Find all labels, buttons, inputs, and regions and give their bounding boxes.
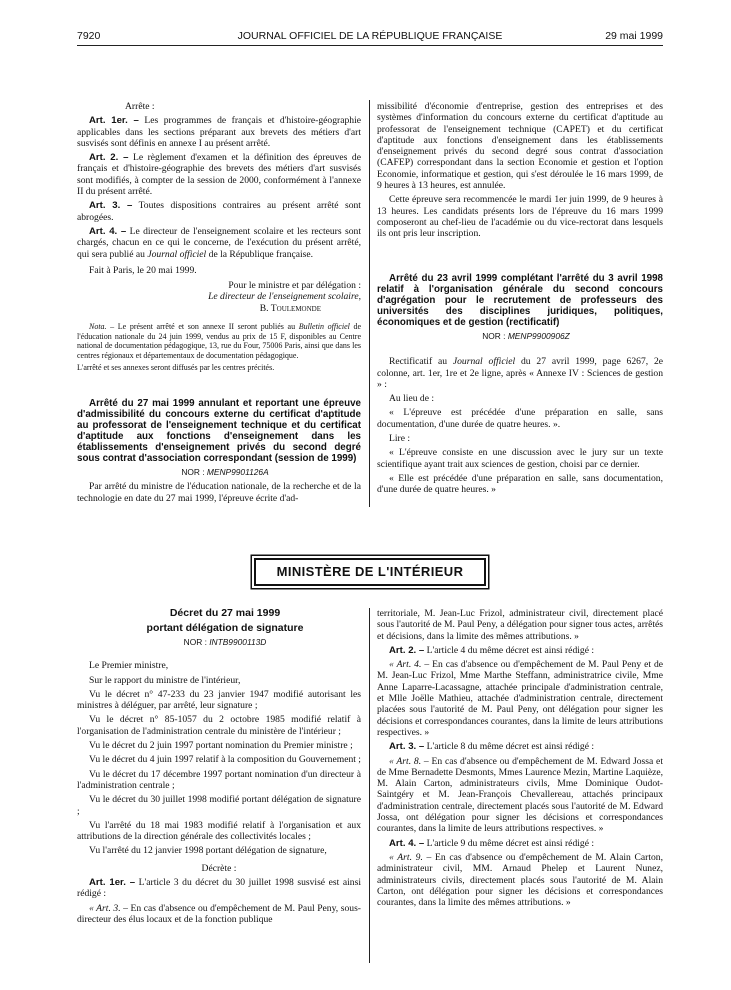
visa-line: Vu le décret du 4 juin 1997 relatif à la composition du Gouvernement ; (89, 754, 361, 766)
right-column-top (377, 101, 663, 243)
visa-line: Vu le décret n° 85-1057 du 2 octobre 1985 modifié relatif à l'organisation de l'administration centrale du ministère de l'intérieur ; (77, 714, 361, 737)
nota-diffusion: L'arrêté et ses annexes seront diffusés par les centres précités. (77, 363, 275, 373)
visa-line: Vu le décret du 30 juillet 1998 modifié portant délégation de signature ; (77, 794, 361, 817)
decret-article-2: Art. 2. – L'article 4 du même décret est ainsi rédigé : (389, 644, 595, 656)
lire-label: Lire : (389, 433, 411, 445)
nota: Nota. – Le présent arrêté et son annexe II seront publiés au Bulletin officiel de l'éducation nationale du 24 juin 1999, vendus au prix de 15 F, disponibles au Centre national de documentation pédagogique, 13, rue du Four, 75006 Paris, ainsi que dans les centres régionaux et départementaux de documentation pédagogique. (77, 322, 362, 360)
visa-line: Vu le décret du 17 décembre 1997 portant nomination d'un directeur à l'administration centrale ; (77, 768, 361, 791)
decret-article-4-quote: « Art. 9. – En cas d'absence ou d'empêchement de M. Alain Carton, administrateur civil, MM. Arnaud Phelep et Laurent Nunez, administrateurs civils, directement placés sous l'autorité de M. Alain Carton, ont délégation pour signer les décisions et correspondances courantes, dans la limite des mêmes attributions. » (377, 851, 663, 909)
continuation-paragraph: missibilité d'économie d'entreprise, gestion des entreprises et des systèmes d'information du concours externe du certificat d'aptitude au professorat de l'enseignement technique (CAPET) et du certificat d'aptitude aux fonctions d'enseignement dans les établissements d'enseignement privés du second degré sous contrat d'association (CAFEP) correspondant dans la section Economie et gestion et l'option Economie, informatique et gestion, qui s'est déroulée le 16 mars 1999, de 9 heures à 13 heures, est annulée. (377, 101, 663, 192)
decret-right-column (377, 608, 663, 911)
decret-article-3: Art. 3. – L'article 8 du même décret est ainsi rédigé : (389, 741, 595, 753)
au-lieu-de: Au lieu de : (389, 393, 435, 405)
decret-subtitle: portant délégation de signature (146, 622, 304, 634)
signature-line: Pour le ministre et par délégation : (228, 280, 361, 292)
arrete-27-mai-body: Par arrêté du ministre de l'éducation nationale, de la recherche et de la technologie en date du 27 mai 1999, l'épreuve écrite d'ad- (77, 481, 361, 504)
visa-line: Le Premier ministre, (89, 660, 169, 672)
fait-a-paris: Fait à Paris, le 20 mai 1999. (89, 264, 197, 276)
article-3: Art. 3. – Toutes dispositions contraires au présent arrêté sont abrogées. (77, 200, 361, 223)
visa-line: Vu le décret du 2 juin 1997 portant nomination du Premier ministre ; (89, 740, 353, 752)
signature-title: Le directeur de l'enseignement scolaire, (208, 291, 361, 303)
decret-article-2-quote: « Art. 4. – En cas d'absence ou d'empêchement de M. Paul Peny et de M. Jean-Luc Frizol, Mme Marthe Steffann, administratrice civile, Mme Anne Laparre-Lacassagne, attachée principale d'administration centrale, et Mlle Joëlle Mathieu, attachée d'administration centrale, directement placées sous l'autorité de M. Paul Peny, ont délégation pour signer les décisions et correspondances courantes, dans la limite de leurs attributions respectives. » (377, 659, 664, 738)
page-header (77, 30, 663, 44)
arrete-27-mai-title: Arrêté du 27 mai 1999 annulant et reportant une épreuve d'admissibilité du concours externe du certificat d'aptitude au professorat de l'enseignement technique et du certificat d'aptitude aux fonctions d'enseignement dans les établissements d'enseignement privés du second degré sous contrat d'association correspondant (session de 1999) (77, 398, 361, 464)
column-divider (369, 100, 370, 507)
decret-article-1-continuation: territoriale, M. Jean-Luc Frizol, administrateur civil, directement placé sous l'autorité de M. Paul Peny, a délégation pour signer tous actes, arrêtés et décisions, dans la limite des mêmes attributions. » (377, 608, 663, 642)
journal-title: JOURNAL OFFICIEL DE LA RÉPUBLIQUE FRANÇAISE (237, 30, 503, 42)
nor-reference: NOR : INTB9900113D (183, 637, 267, 647)
page-number: 7920 (77, 30, 101, 42)
visa-line: Sur le rapport du ministre de l'intérieur, (89, 674, 241, 686)
signature-name: B. Toulemonde (259, 302, 321, 314)
nor-reference: NOR : MENP9900906Z (482, 331, 570, 341)
decret-title: Décret du 27 mai 1999 (169, 607, 281, 619)
left-column-top (77, 101, 361, 376)
decret-article-1: Art. 1er. – L'article 3 du décret du 30 juillet 1998 susvisé est ainsi rédigé : (77, 877, 361, 900)
article-1: Art. 1er. – Les programmes de français et d'histoire-géographie applicables dans les sections préparant aux brevets des métiers d'art susvisés sont définis en annexe I au présent arrêté. (77, 115, 361, 149)
visa-line: Vu l'arrêté du 18 mai 1983 modifié relatif à l'organisation et aux attributions de la direction générale des collectivités locales ; (77, 819, 361, 843)
rectificatif: Rectificatif au Journal officiel du 27 avril 1999, page 6267, 2e colonne, art. 1er, 1re et 2e ligne, après « Annexe IV : Sciences de gestion » : (377, 356, 664, 390)
nouvelle-epreuve: Cette épreuve sera recommencée le mardi 1er juin 1999, de 9 heures à 13 heures. Les candidats présents lors de l'épreuve du 16 mars 1999 composeront au chef-lieu de l'académie ou du vice-rectorat dans lesquels ils ont pris leur inscription. (377, 194, 663, 240)
quote-lire-2: « Elle est précédée d'une préparation en salle, sans documentation, d'une durée de quatre heures. » (377, 472, 663, 496)
article-2: Art. 2. – Le règlement d'examen et la définition des épreuves de français et d'histoire-géographie des brevets des métiers d'art susvisés sont modifiés, à compter de la session de 2000, conformément à l'annexe II du présent arrêté. (77, 152, 361, 198)
header-rule (77, 45, 663, 46)
column-divider (369, 608, 370, 963)
nor-reference: NOR : MENP9901126A (181, 467, 269, 477)
arrete-label: Arrête : (125, 101, 155, 112)
article-4: Art. 4. – Le directeur de l'enseignement scolaire et les recteurs sont chargés, chacun en ce qui le concerne, de l'exécution du présent arrêté, qui sera publié au Journal officiel de la République française. (77, 225, 361, 260)
arrete-23-avril-title: Arrêté du 23 avril 1999 complétant l'arrêté du 3 avril 1998 relatif à l'organisation générale du second concours d'agrégation pour le recrutement de professeurs des universités des disciplines juridiques, politiques, économiques et de gestion (rectificatif) (377, 273, 663, 328)
quote-lire-1: « L'épreuve consiste en une discussion avec le jury sur un texte scientifique ayant trait aux sciences de gestion, choisi par ce dernier. (377, 447, 663, 470)
decrete-label: Décrète : (201, 862, 237, 874)
decret-article-3-quote: « Art. 8. – En cas d'absence ou d'empêchement de M. Edward Jossa et de Mme Bernadette Desmonts, Mmes Laurence Mezin, Martine Laquièze, M. Alain Carton, administrateurs civils, Mme Dominique Oudot-Saintgéry et M. Jean-François Chevallereau, attachés principaux d'administration centrale, directement placés sous l'autorité de M. Edward Jossa, ont délégation pour signer les décisions et correspondances courantes, dans la limite de leurs attributions respectives. » (377, 755, 663, 835)
ministry-banner: MINISTÈRE DE L'INTÉRIEUR (254, 558, 486, 586)
right-column-second (377, 273, 663, 499)
decret-left-column (77, 607, 361, 928)
decret-article-4: Art. 4. – L'article 9 du même décret est ainsi rédigé : (389, 837, 595, 849)
quote-au-lieu: « L'épreuve est précédée d'une préparation en salle, sans documentation, d'une durée de quatre heures. ». (377, 407, 663, 430)
visa-line: Vu l'arrêté du 12 janvier 1998 portant délégation de signature, (89, 845, 327, 857)
visa-line: Vu le décret n° 47-233 du 23 janvier 1947 modifié autorisant les ministres à déléguer, par arrêté, leur signature ; (77, 688, 361, 712)
decret-article-1-quote: « Art. 3. – En cas d'absence ou d'empêchement de M. Paul Peny, sous-directeur des élus locaux et de la fonction publique (77, 902, 361, 925)
left-column-second (77, 398, 361, 507)
issue-date: 29 mai 1999 (605, 30, 663, 42)
